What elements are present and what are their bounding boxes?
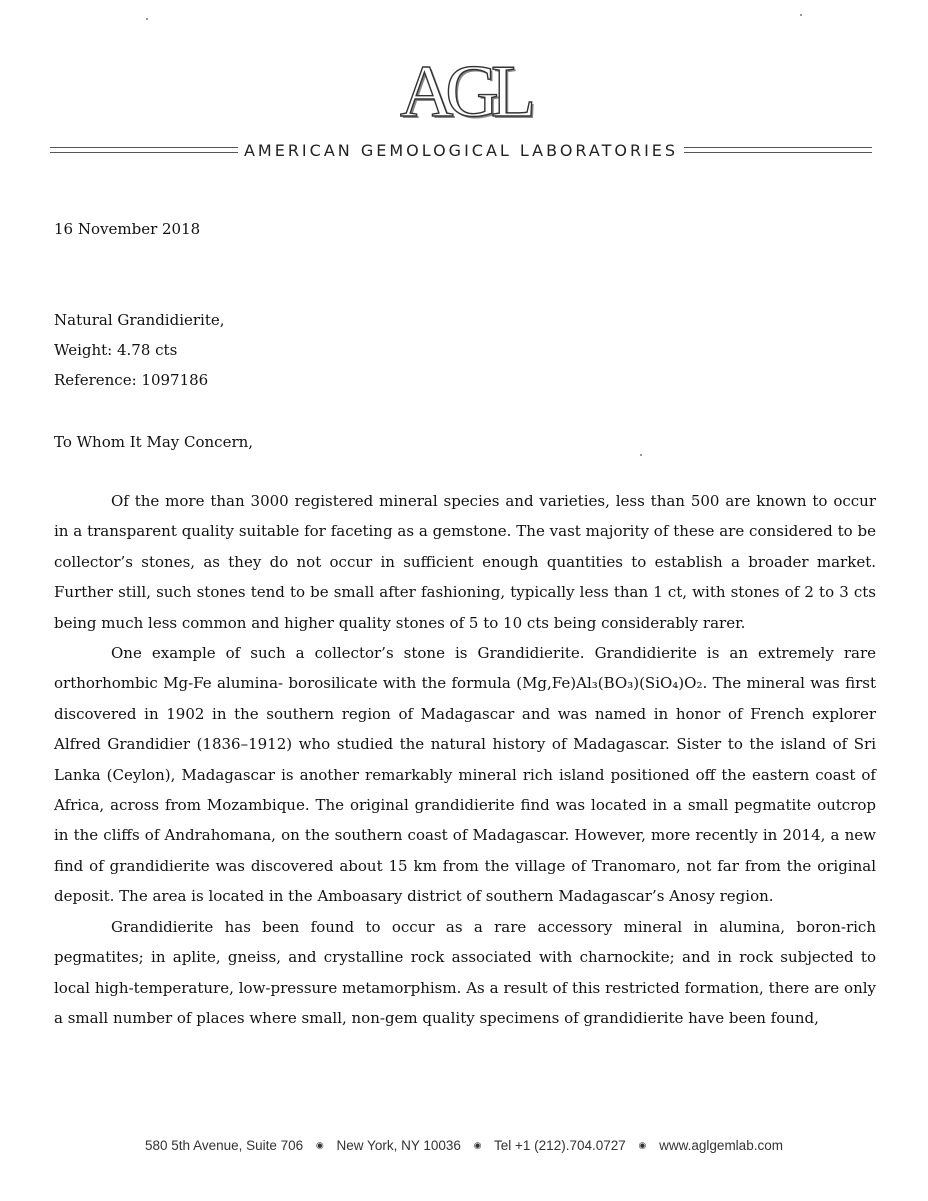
greeting: To Whom It May Concern, bbox=[54, 433, 254, 451]
bullet-icon: ◉ bbox=[473, 1140, 482, 1150]
paragraph: Of the more than 3000 registered mineral species and varieties, less than 500 are known to occur in a transparent quality suitable for faceting as a gemstone. The vast majority of these are considered to be collector’s stones, as they do not occur in sufficient enough quantities to establish a broader market. Further still, such stones tend to be small after fashioning, typically less than 1 ct, with stones of 2 to 3 cts being much less common and higher quality stones of 5 to 10 cts being considerably rarer. bbox=[54, 492, 876, 632]
footer-phone: Tel +1 (212).704.0727 bbox=[494, 1138, 626, 1153]
scan-speck bbox=[146, 18, 148, 20]
scan-speck bbox=[640, 454, 642, 456]
bullet-icon: ◉ bbox=[315, 1140, 324, 1150]
bullet-icon: ◉ bbox=[638, 1140, 647, 1150]
footer-city: New York, NY 10036 bbox=[336, 1138, 461, 1153]
letterhead-rule bbox=[50, 140, 872, 160]
item-reference: Reference: 1097186 bbox=[54, 371, 209, 389]
scan-speck bbox=[800, 14, 802, 16]
item-weight: Weight: 4.78 cts bbox=[54, 341, 178, 359]
footer-address: 580 5th Avenue, Suite 706 bbox=[145, 1138, 304, 1153]
lab-name: AMERICAN GEMOLOGICAL LABORATORIES bbox=[243, 140, 679, 160]
rule-left bbox=[50, 147, 238, 153]
item-name: Natural Grandidierite, bbox=[54, 311, 225, 329]
letter-body bbox=[54, 486, 876, 1033]
footer-website: www.aglgemlab.com bbox=[659, 1138, 783, 1153]
rule-right bbox=[684, 147, 872, 153]
agl-logo: AGL bbox=[399, 51, 529, 133]
letterhead-footer bbox=[0, 1138, 928, 1153]
letterhead-logo bbox=[0, 51, 928, 133]
paragraph: Grandidierite has been found to occur as a rare accessory mineral in alumina, boron-rich pegmatites; in aplite, gneiss, and crystalline rock associated with charnockite; and in rock subjected to local high-temperature, low-pressure metamorphism. As a result of this restricted formation, there are only a small number of places where small, non-gem quality specimens of grandidierite have been found, bbox=[54, 917, 876, 1027]
letter-date: 16 November 2018 bbox=[54, 220, 201, 238]
paragraph: One example of such a collector’s stone is Grandidierite. Grandidierite is an extremely rare orthorhombic Mg-Fe alumina- borosilicate with the formula (Mg,Fe)Al₃(BO₃)(SiO₄)O₂. The mineral was first discovered in 1902 in the southern region of Madagascar and was named in honor of French explorer Alfred Grandidier (1836–1912) who studied the natural history of Madagascar. Sister to the island of Sri Lanka (Ceylon), Madagascar is another remarkably mineral rich island positioned off the eastern coast of Africa, across from Mozambique. The original grandidierite find was located in a small pegmatite outcrop in the cliffs of Andrahomana, on the southern coast of Madagascar. However, more recently in 2014, a new find of grandidierite was discovered about 15 km from the village of Tranomaro, not far from the original deposit. The area is located in the Amboasary district of southern Madagascar’s Anosy region. bbox=[54, 644, 876, 906]
item-details bbox=[54, 305, 225, 395]
